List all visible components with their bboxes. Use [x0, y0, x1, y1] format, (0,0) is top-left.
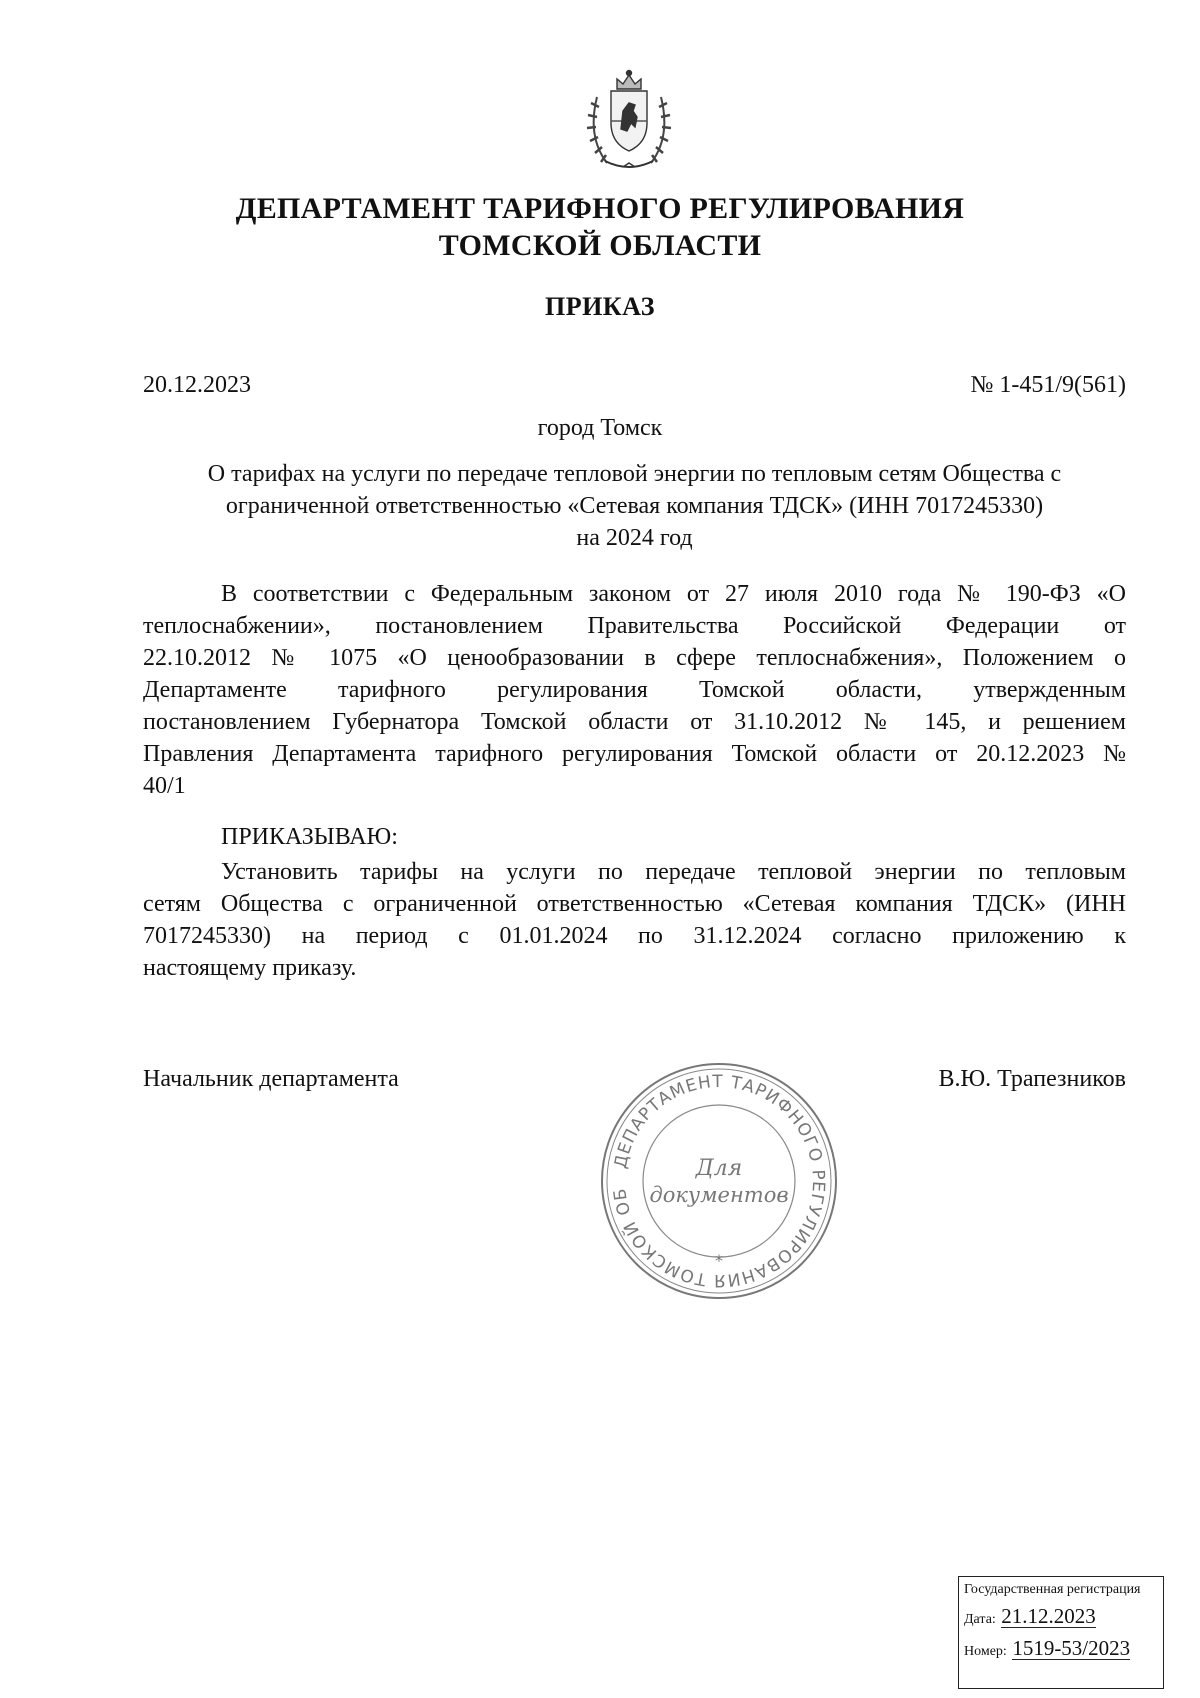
coat-of-arms-icon: [571, 67, 687, 179]
order-paragraph: [143, 856, 1126, 984]
stamp-center-line1: Для: [695, 1156, 743, 1181]
registration-box: [958, 1576, 1164, 1689]
preamble-line: 22.10.2012 № 1075 «О ценообразовании в сфере теплоснабжения», Положением о: [143, 645, 1126, 671]
preamble-paragraph: [143, 578, 1126, 802]
preamble-line: постановлением Губернатора Томской области от 31.10.2012 № 145, и решением: [143, 709, 1126, 735]
order-line: настоящему приказу.: [143, 955, 357, 981]
stamp-ring-text: ДЕПАРТАМЕНТ ТАРИФНОГО РЕГУЛИРОВАНИЯ ТОМСКОЙ ОБ: [610, 1071, 829, 1291]
registration-title: Государственная регистрация: [964, 1582, 1141, 1597]
order-line: сетям Общества с ограниченной ответственностью «Сетевая компания ТДСК» (ИНН: [143, 891, 1126, 917]
preamble-line: Правления Департамента тарифного регулирования Томской области от 20.12.2023 №: [143, 741, 1126, 767]
department-name-line1: ДЕПАРТАМЕНТ ТАРИФНОГО РЕГУЛИРОВАНИЯ: [235, 192, 965, 225]
document-subject: [143, 458, 1126, 554]
preamble-line: Департаменте тарифного регулирования Томской области, утвержденным: [143, 677, 1126, 703]
order-line: Установить тарифы на услуги по передаче тепловой энергии по тепловым: [221, 859, 1126, 885]
document-number: № 1-451/9(561): [970, 372, 1126, 398]
stamp-center-line2: документов: [649, 1183, 789, 1207]
signatory-name: В.Ю. Трапезников: [938, 1066, 1126, 1092]
subject-line: О тарифах на услуги по передаче тепловой энергии по тепловым сетям Общества с: [207, 461, 1062, 487]
subject-line: на 2024 год: [576, 525, 693, 551]
department-name-line2: ТОМСКОЙ ОБЛАСТИ: [438, 229, 762, 262]
preamble-line: 40/1: [143, 773, 186, 799]
orders-label: ПРИКАЗЫВАЮ:: [221, 824, 398, 850]
subject-line: ограниченной ответственностью «Сетевая компания ТДСК» (ИНН 7017245330): [225, 493, 1044, 519]
registration-number-label: Номер:: [964, 1644, 1007, 1659]
preamble-line: В соответствии с Федеральным законом от 27 июля 2010 года № 190-ФЗ «О: [221, 581, 1126, 607]
registration-date-label: Дата:: [964, 1612, 996, 1627]
preamble-line: теплоснабжении», постановлением Правительства Российской Федерации от: [143, 613, 1126, 639]
official-stamp: [598, 1060, 840, 1302]
stamp-star: *: [715, 1251, 723, 1270]
order-line: 7017245330) на период с 01.01.2024 по 31.12.2024 согласно приложению к: [143, 923, 1126, 949]
document-city: город Томск: [537, 415, 663, 441]
document-date: 20.12.2023: [143, 372, 251, 398]
registration-number-value: 1519-53/2023: [1012, 1636, 1131, 1660]
registration-date-value: 21.12.2023: [1001, 1604, 1096, 1628]
signatory-position: Начальник департамента: [143, 1066, 399, 1092]
document-type-title: ПРИКАЗ: [544, 292, 656, 321]
